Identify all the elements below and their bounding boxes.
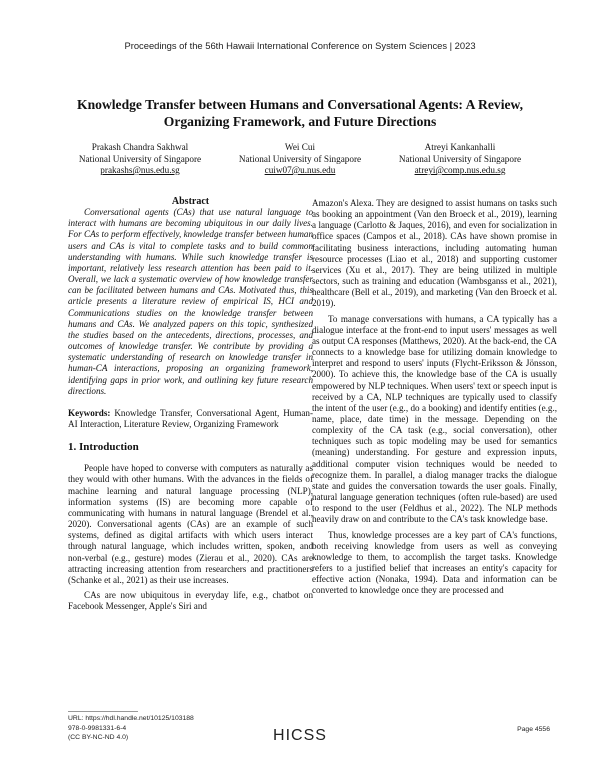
section-heading: 1. Introduction xyxy=(68,441,139,454)
abstract-text: Conversational agents (CAs) that use natural language to interact with humans are becoming ubiquitous in our daily lives. For CAs to perform effectively, knowledge transfer between human users and CAs is vital to complete tasks and to build common understanding with humans. While such knowledge transfer is important, relatively less research attention has been paid to it. Overall, we lack a systematic overview of how knowledge transfer can be facilitated between humans and CAs. Motivated thus, this article presents a literature review of empirical IS, HCI and Communications studies on the knowledge transfer between humans and CAs. We analyzed papers on this topic, synthesized the studies based on the antecedents, directions, processes, and outcomes of knowledge transfer. We contribute by providing a systematic understanding of research on knowledge transfer in human-CA interactions, proposing an organizing framework, identifying gaps in prior work, and outlining key future research directions. xyxy=(68,207,313,396)
author-block xyxy=(60,142,540,177)
left-column xyxy=(68,196,313,612)
keywords-text: Knowledge Transfer, Conversational Agent, Human-AI Interaction, Literature Review, Organizing Framework xyxy=(68,407,313,429)
footer-url[interactable]: URL: https://hdl.handle.net/10125/103188 xyxy=(68,715,194,722)
author-1 xyxy=(60,142,220,177)
author-email-link[interactable]: atreyi@comp.nus.edu.sg xyxy=(414,165,506,175)
body-paragraph: Amazon's Alexa. They are designed to assist humans on tasks such as booking an appointment (Van den Broeck et al., 2019), learning a language (Carlotto & Jaques, 2016), and even for socialization in office spaces (Campos et al., 2018). CAs have shown promise in facilitating business interactions, including automating human resource processes (Liao et al., 2018) and supporting customer services (Xu et al., 2017). They are being utilized in multiple sectors, such as training and education (Wambsganss et al., 2021), healthcare (Bell et al., 2019), and marketing (Van den Broeck et al. 2019). xyxy=(312,198,557,309)
author-name: Prakash Chandra Sakhwal xyxy=(91,142,189,152)
title-line-1: Knowledge Transfer between Humans and Conversational Agents: A Review, xyxy=(77,97,523,112)
page-number: Page 4556 xyxy=(517,726,550,733)
author-email-link[interactable]: prakashs@nus.edu.sg xyxy=(100,165,180,175)
keywords-label: Keywords: xyxy=(68,407,111,418)
author-name: Atreyi Kankanhalli xyxy=(424,142,496,152)
author-affiliation: National University of Singapore xyxy=(238,153,362,164)
footer-isbn: 978-0-9981331-6-4 xyxy=(68,724,127,732)
right-column xyxy=(312,198,557,596)
hicss-logo: HICSS xyxy=(273,727,327,744)
paper-title xyxy=(40,96,560,130)
abstract-heading: Abstract xyxy=(171,196,210,207)
author-2 xyxy=(220,142,380,177)
author-3 xyxy=(380,142,540,177)
body-paragraph: To manage conversations with humans, a CA typically has a dialogue interface at the front-end to input users' messages as well as output CA responses (Matthews, 2020). At the back-end, the CA connects to a knowledge base for utilizing domain knowledge to interpret and respond to users' inputs (Flycht-Eriksson & Jönsson, 2000). To achieve this, the knowledge base of the CA is usually empowered by NLP techniques. When users' text or speech input is received by a CA, NLP techniques are typically used to classify the intent of the user (e.g., do a booking) and identify entities (e.g., name, place, date time) in the message. Depending on the complexity of the CA task (e.g., social conversation), other techniques such as topic modeling may be used for semantics (meaning) understanding. For gesture and expression inputs, additional computer vision techniques would be needed to recognize them. In parallel, a dialog manager tracks the dialogue state and guides the conversation towards the user goals. Finally, natural language generation techniques (often rule-based) are used to respond to the user (Feldhus et al., 2022). The NLP methods heavily draw on and contribute to the CA's task knowledge base. xyxy=(312,313,557,525)
footer-license: (CC BY-NC-ND 4.0) xyxy=(68,734,129,741)
author-affiliation: National University of Singapore xyxy=(398,153,522,164)
footer-rule xyxy=(68,711,138,712)
author-email-link[interactable]: cuiw07@u.nus.edu xyxy=(264,165,336,175)
title-line-2: Organizing Framework, and Future Directions xyxy=(163,114,437,129)
proceedings-header: Proceedings of the 56th Hawaii International Conference on System Sciences | 2023 xyxy=(124,40,476,51)
author-affiliation: National University of Singapore xyxy=(78,153,202,164)
author-name: Wei Cui xyxy=(284,142,316,152)
body-paragraph: People have hoped to converse with computers as naturally as they would with other humans. With the advances in the fields of machine learning and natural language processing (NLP), information systems (IS) are becoming more capable of communicating with humans in natural language (Brendel et al., 2020). Conversational agents (CAs) are an example of such systems, defined as digital artifacts with which users interact through natural language, which includes written, spoken, and non-verbal (e.g., gesture) modes (Zierau et al., 2020). CAs are attracting increasing attention from researchers and practitioners (Schanke et al., 2021) as their use increases. xyxy=(68,463,313,585)
keywords-paragraph xyxy=(68,408,313,430)
body-paragraph: CAs are now ubiquitous in everyday life, e.g., chatbot on Facebook Messenger, Apple's Siri and xyxy=(68,590,313,612)
body-paragraph: Thus, knowledge processes are a key part of CA's functions, both receiving knowledge from users as well as conveying knowledge to them, to accomplish the target tasks. Knowledge refers to a justified belief that increases an entity's capacity for effective action (Nonaka, 1994). Data and information can be converted to knowledge once they are processed and xyxy=(312,529,557,596)
